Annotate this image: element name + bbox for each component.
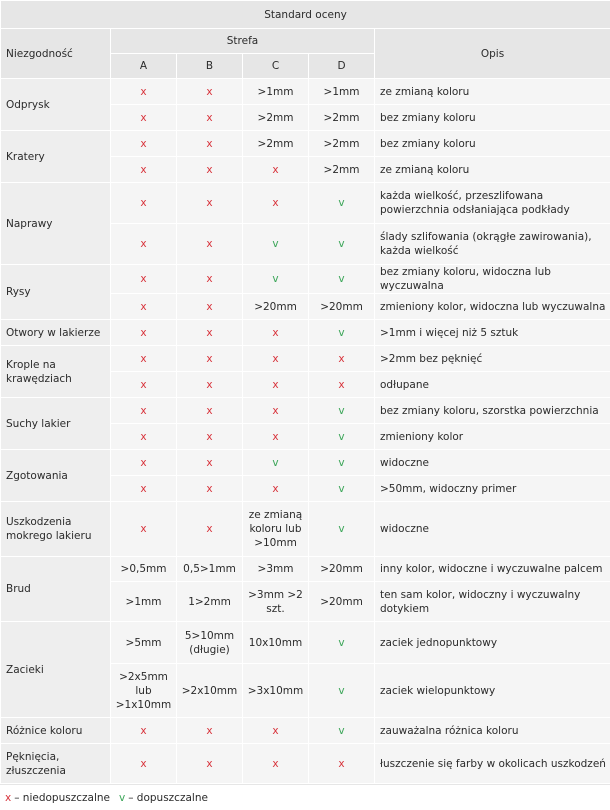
zone-cell: x	[111, 183, 177, 224]
zone-cell: v	[243, 265, 309, 294]
zone-cell: >1mm	[309, 79, 375, 105]
description-cell: zmieniony kolor, widoczna lub wyczuwalna	[375, 294, 610, 320]
zone-cell: x	[243, 320, 309, 346]
zone-cell: x	[243, 744, 309, 784]
zone-cell: v	[309, 622, 375, 664]
not-allowed-text: – niedopuszczalne	[14, 792, 110, 804]
zone-cell: x	[243, 476, 309, 502]
zone-cell: x	[111, 744, 177, 784]
table-row	[1, 131, 610, 157]
table-row	[1, 744, 610, 784]
description-cell: zauważalna różnica koloru	[375, 718, 610, 744]
zone-cell: >2x5mm lub >1x10mm	[111, 664, 177, 718]
table-row	[1, 265, 610, 294]
description-cell: ze zmianą koloru	[375, 79, 610, 105]
zone-cell: x	[243, 718, 309, 744]
description-column-header: Opis	[375, 29, 610, 79]
zone-cell: v	[309, 476, 375, 502]
zone-cell: x	[111, 224, 177, 265]
zone-cell: v	[243, 224, 309, 265]
defect-label: Krople na krawędziach	[1, 346, 111, 398]
table-row	[1, 450, 610, 476]
description-cell: widoczne	[375, 450, 610, 476]
zone-cell: ze zmianą koloru lub >10mm	[243, 502, 309, 557]
defect-label: Kratery	[1, 131, 111, 183]
zone-b-header: B	[177, 54, 243, 79]
description-cell: ślady szlifowania (okrągłe zawirowania), każda wielkość	[375, 224, 610, 265]
description-cell: bez zmiany koloru, widoczna lub wyczuwalna	[375, 265, 610, 294]
zone-cell: x	[111, 265, 177, 294]
description-cell: widoczne	[375, 502, 610, 557]
table-row	[1, 398, 610, 424]
zone-cell: v	[309, 265, 375, 294]
zone-cell: x	[111, 294, 177, 320]
zone-cell: >20mm	[309, 557, 375, 582]
zone-cell: >20mm	[309, 582, 375, 622]
zone-cell: >2mm	[309, 157, 375, 183]
table-row	[1, 622, 610, 664]
defect-label: Uszkodzenia mokrego lakieru	[1, 502, 111, 557]
zone-cell: x	[111, 424, 177, 450]
zone-cell: x	[177, 450, 243, 476]
zone-cell: x	[111, 320, 177, 346]
description-cell: ten sam kolor, widoczny i wyczuwalny dotykiem	[375, 582, 610, 622]
defect-label: Różnice koloru	[1, 718, 111, 744]
zone-cell: >20mm	[309, 294, 375, 320]
zone-cell: x	[243, 183, 309, 224]
zone-cell: x	[111, 346, 177, 372]
zone-column-header: Strefa	[111, 29, 375, 54]
zone-cell: v	[309, 718, 375, 744]
zone-cell: v	[309, 664, 375, 718]
defect-label: Pęknięcia, złuszczenia	[1, 744, 111, 784]
defect-label: Zacieki	[1, 622, 111, 718]
zone-cell: x	[177, 744, 243, 784]
not-allowed-symbol: x	[5, 792, 11, 804]
zone-cell: x	[111, 79, 177, 105]
zone-cell: x	[243, 157, 309, 183]
description-cell: >1mm i więcej niż 5 sztuk	[375, 320, 610, 346]
zone-cell: v	[309, 424, 375, 450]
zone-cell: x	[309, 372, 375, 398]
zone-cell: >20mm	[243, 294, 309, 320]
zone-cell: >2mm	[243, 131, 309, 157]
zone-cell: x	[111, 398, 177, 424]
zone-cell: x	[111, 502, 177, 557]
zone-cell: 5>10mm (długie)	[177, 622, 243, 664]
defect-label: Rysy	[1, 265, 111, 320]
zone-cell: x	[177, 502, 243, 557]
zone-cell: 1>2mm	[177, 582, 243, 622]
zone-cell: x	[177, 320, 243, 346]
zone-cell: >3mm	[243, 557, 309, 582]
zone-cell: x	[111, 372, 177, 398]
zone-cell: x	[243, 424, 309, 450]
zone-cell: x	[243, 346, 309, 372]
zone-cell: >2mm	[243, 105, 309, 131]
zone-cell: >2x10mm	[177, 664, 243, 718]
zone-cell: >0,5mm	[111, 557, 177, 582]
zone-cell: x	[177, 372, 243, 398]
table-body	[1, 79, 610, 784]
description-cell: bez zmiany koloru, szorstka powierzchnia	[375, 398, 610, 424]
zone-cell: 0,5>1mm	[177, 557, 243, 582]
zone-cell: v	[243, 450, 309, 476]
defect-label: Suchy lakier	[1, 398, 111, 450]
table-row	[1, 557, 610, 582]
table-row	[1, 183, 610, 224]
description-cell: >50mm, widoczny primer	[375, 476, 610, 502]
zone-cell: x	[177, 265, 243, 294]
description-cell: zaciek jednopunktowy	[375, 622, 610, 664]
zone-cell: x	[309, 744, 375, 784]
zone-cell: x	[111, 157, 177, 183]
zone-cell: v	[309, 398, 375, 424]
zone-cell: >3x10mm	[243, 664, 309, 718]
zone-cell: >5mm	[111, 622, 177, 664]
defect-label: Otwory w lakierze	[1, 320, 111, 346]
defect-label: Naprawy	[1, 183, 111, 265]
table-row	[1, 320, 610, 346]
zone-cell: x	[177, 476, 243, 502]
zone-cell: x	[243, 372, 309, 398]
description-cell: bez zmiany koloru	[375, 131, 610, 157]
zone-cell: x	[111, 105, 177, 131]
table-row	[1, 346, 610, 372]
zone-c-header: C	[243, 54, 309, 79]
zone-cell: >1mm	[111, 582, 177, 622]
zone-d-header: D	[309, 54, 375, 79]
description-cell: inny kolor, widoczne i wyczuwalne palcem	[375, 557, 610, 582]
zone-cell: v	[309, 450, 375, 476]
description-cell: ze zmianą koloru	[375, 157, 610, 183]
description-cell: zmieniony kolor	[375, 424, 610, 450]
zone-cell: x	[309, 346, 375, 372]
zone-cell: x	[177, 424, 243, 450]
description-cell: >2mm bez pęknięć	[375, 346, 610, 372]
zone-cell: >1mm	[243, 79, 309, 105]
zone-cell: x	[177, 294, 243, 320]
table-row	[1, 718, 610, 744]
zone-cell: x	[111, 718, 177, 744]
allowed-text: – dopuszczalne	[128, 792, 208, 804]
zone-cell: x	[177, 183, 243, 224]
zone-cell: v	[309, 224, 375, 265]
description-cell: łuszczenie się farby w okolicach uszkodzeń	[375, 744, 610, 784]
zone-cell: x	[111, 450, 177, 476]
description-cell: odłupane	[375, 372, 610, 398]
zone-cell: x	[177, 224, 243, 265]
defect-label: Zgotowania	[1, 450, 111, 502]
zone-cell: >2mm	[309, 105, 375, 131]
zone-cell: v	[309, 320, 375, 346]
zone-cell: v	[309, 502, 375, 557]
table-row	[1, 79, 610, 105]
zone-cell: v	[309, 183, 375, 224]
legend	[0, 784, 610, 810]
defect-column-header: Niezgodność	[1, 29, 111, 79]
zone-cell: x	[177, 79, 243, 105]
zone-cell: >3mm >2 szt.	[243, 582, 309, 622]
defect-label: Odprysk	[1, 79, 111, 131]
zone-cell: x	[177, 131, 243, 157]
allowed-symbol: v	[119, 792, 125, 804]
zone-a-header: A	[111, 54, 177, 79]
zone-cell: x	[111, 131, 177, 157]
zone-cell: x	[111, 476, 177, 502]
zone-cell: x	[177, 718, 243, 744]
zone-cell: 10x10mm	[243, 622, 309, 664]
zone-cell: x	[177, 157, 243, 183]
zone-cell: x	[243, 398, 309, 424]
zone-cell: x	[177, 398, 243, 424]
zone-cell: >2mm	[309, 131, 375, 157]
defect-label: Brud	[1, 557, 111, 622]
description-cell: zaciek wielopunktowy	[375, 664, 610, 718]
table-row	[1, 502, 610, 557]
table-title: Standard oceny	[1, 1, 610, 29]
zone-cell: x	[177, 346, 243, 372]
zone-cell: x	[177, 105, 243, 131]
description-cell: każda wielkość, przeszlifowana powierzchnia odsłaniająca podkłady	[375, 183, 610, 224]
description-cell: bez zmiany koloru	[375, 105, 610, 131]
